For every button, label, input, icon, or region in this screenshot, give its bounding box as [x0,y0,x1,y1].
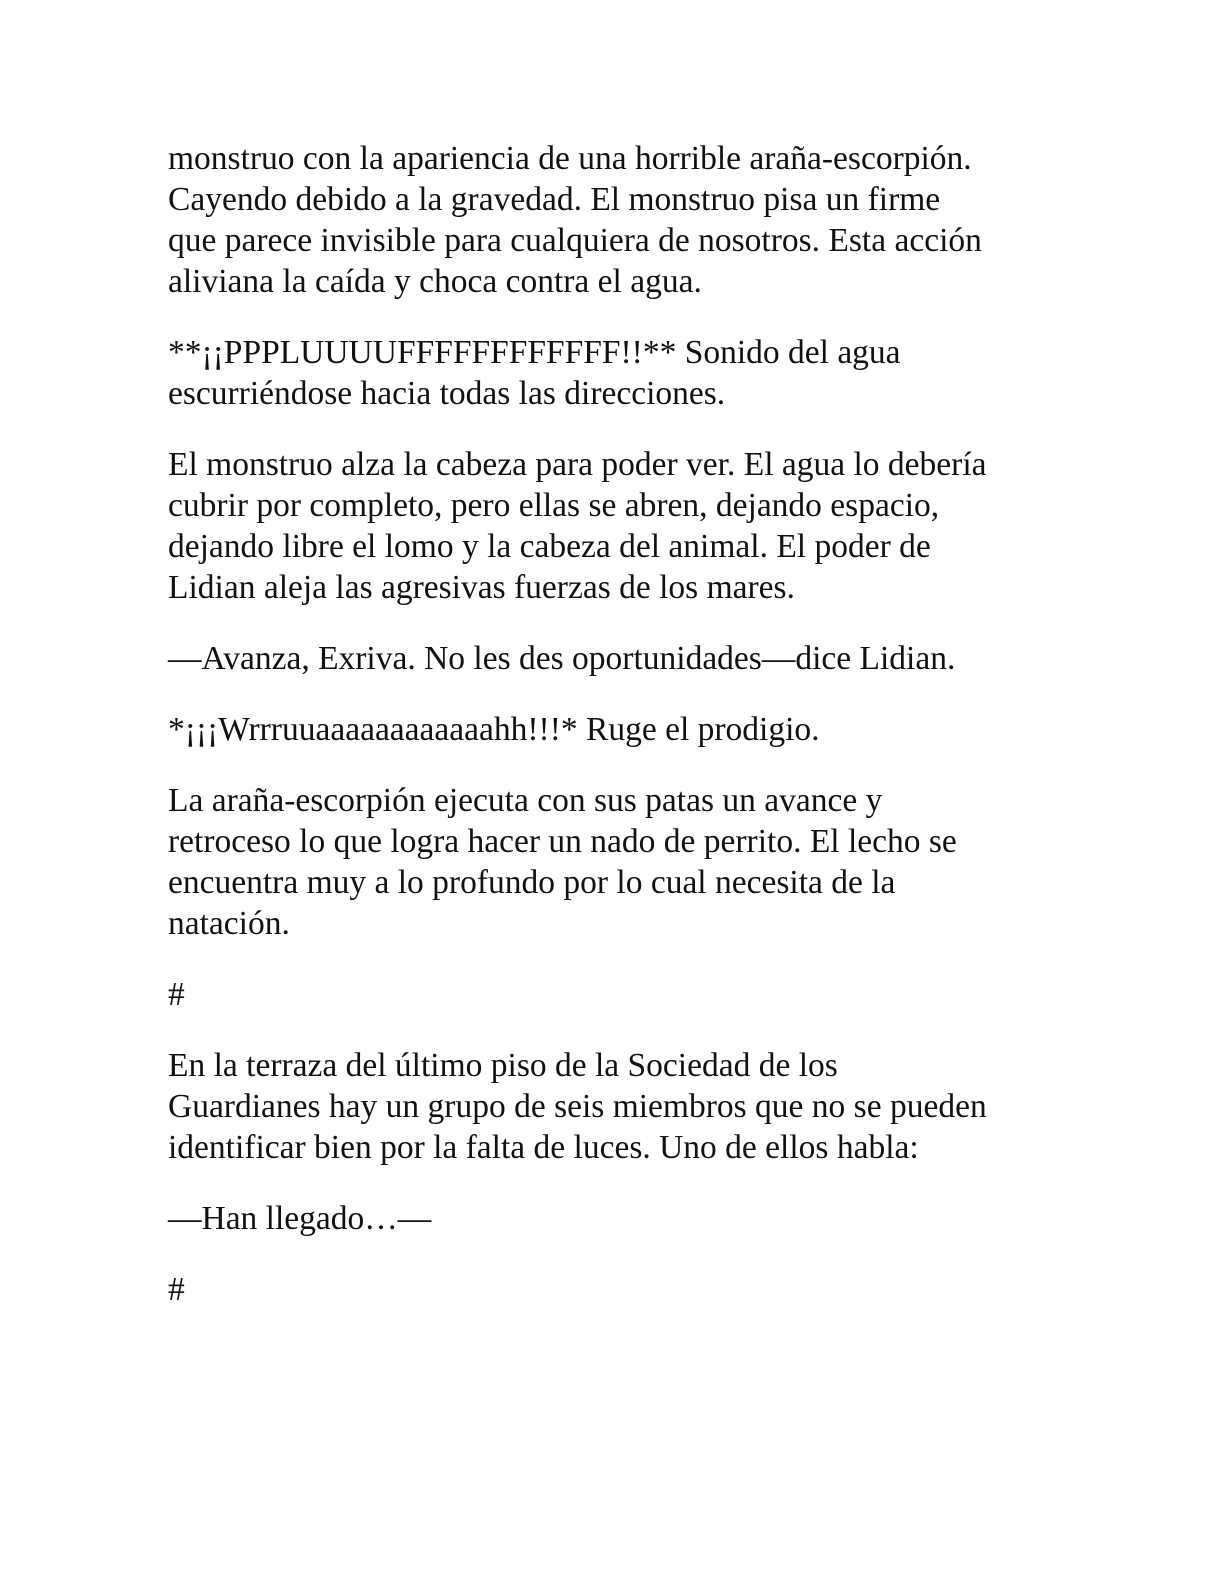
paragraph-swimming: La araña-escorpión ejecuta con sus patas un avance y retroceso lo que logra hacer un nado de perrito. El lecho se encuentra muy a lo profundo por lo cual necesita de la natación. [168,782,957,942]
paragraph-splash-sound: **¡¡PPPLUUUUFFFFFFFFFFFF!!** Sonido del agua escurriéndose hacia todas las direcciones. [168,334,901,412]
paragraph-roar: *¡¡¡Wrrruuaaaaaaaaaaaahh!!!* Ruge el prodigio. [168,711,820,748]
paragraph-monster-fall: monstruo con la apariencia de una horrible araña-escorpión. Cayendo debido a la gravedad. El monstruo pisa un firme que parece invisible para cualquiera de nosotros. Esta acción aliviana la caída y choca contra el agua. [168,140,982,300]
section-break: # [168,976,185,1013]
dialogue-han-llegado: —Han llegado…— [168,1200,432,1237]
dialogue-lidian: —Avanza, Exriva. No les des oportunidades—dice Lidian. [168,640,956,677]
paragraph-monster-raises-head: El monstruo alza la cabeza para poder ver. El agua lo debería cubrir por completo, pero ellas se abren, dejando espacio, dejando libre el lomo y la cabeza del animal. El poder de Lidian aleja las agresivas fuerzas de los mares. [168,446,987,606]
document-page [168,138,1058,1340]
paragraph-terrace: En la terraza del último piso de la Sociedad de los Guardianes hay un grupo de seis miembros que no se pueden identificar bien por la falta de luces. Uno de ellos habla: [168,1047,987,1166]
section-break-end: # [168,1271,185,1308]
